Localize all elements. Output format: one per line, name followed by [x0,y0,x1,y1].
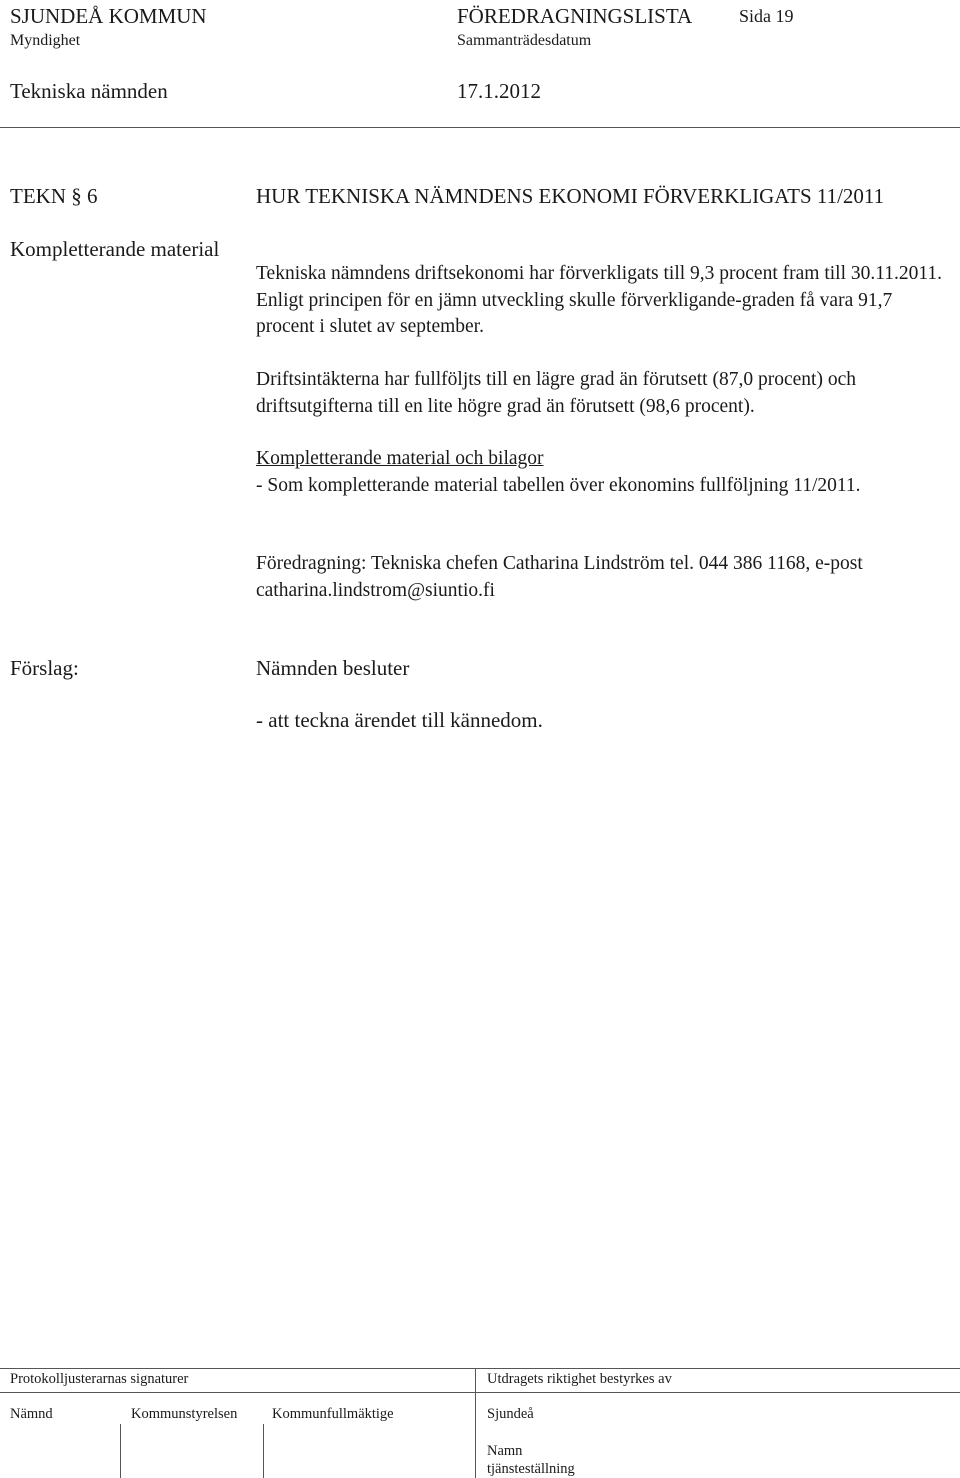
footer-mid-line [0,1392,960,1393]
signature-footer [0,1368,960,1478]
footer-col-styrelsen: Kommunstyrelsen [131,1406,238,1422]
authority-label: Myndighet [10,32,81,49]
footer-col-name: Namn [487,1443,523,1459]
paragraph-economy: Tekniska nämndens driftsekonomi har förverkligats till 9,3 procent fram till 30.11.2011. Enligt principen för en jämn utveckling skulle förverkligande-graden få vara 91,7 procent i slutet av september. [256,263,943,337]
presenter-info: Föredragning: Tekniska chefen Catharina Lindström tel. 044 386 1168, e-post catharina.lindstrom@siuntio.fi [256,553,863,601]
organization-name: SJUNDEÅ KOMMUN [10,4,207,28]
footer-col-fullmaktige: Kommunfullmäktige [272,1406,394,1422]
proposal-label: Förslag: [10,656,79,680]
attachments-heading: Kompletterande material och bilagor [256,448,544,469]
section-title: HUR TEKNISKA NÄMNDENS EKONOMI FÖRVERKLIGATS 11/2011 [256,184,885,208]
meeting-date: 17.1.2012 [457,79,541,103]
page-number: Sida 19 [739,6,794,26]
footer-col-sjundea: Sjundeå [487,1406,534,1422]
footer-center-divider [475,1368,476,1478]
decision-text: - att teckna ärendet till kännedom. [256,708,543,732]
side-label-material: Kompletterande material [10,237,220,261]
footer-col-namnd: Nämnd [10,1406,53,1422]
committee-name: Tekniska nämnden [10,79,168,103]
attachments-text: - Som kompletterande material tabellen över ekonomins fullföljning 11/2011. [256,474,861,496]
signatures-label: Protokolljusterarnas signaturer [10,1371,189,1387]
footer-divider-1 [120,1424,121,1478]
footer-top-line [0,1368,960,1369]
certify-label: Utdragets riktighet bestyrkes av [487,1371,672,1387]
paragraph-revenue: Driftsintäkterna har fullföljts till en lägre grad än förutsett (87,0 procent) och driftsutgifterna till en lite högre grad än förutsett (98,6 procent). [256,369,856,417]
meeting-date-label: Sammanträdesdatum [457,32,592,49]
section-code: TEKN § 6 [10,184,98,208]
footer-col-title: tjänsteställning [487,1461,575,1477]
document-type: FÖREDRAGNINGSLISTA [457,4,693,28]
attachments-block [256,446,946,499]
decision-heading: Nämnden besluter [256,656,410,680]
header-divider [0,127,960,128]
footer-divider-3 [263,1424,264,1478]
